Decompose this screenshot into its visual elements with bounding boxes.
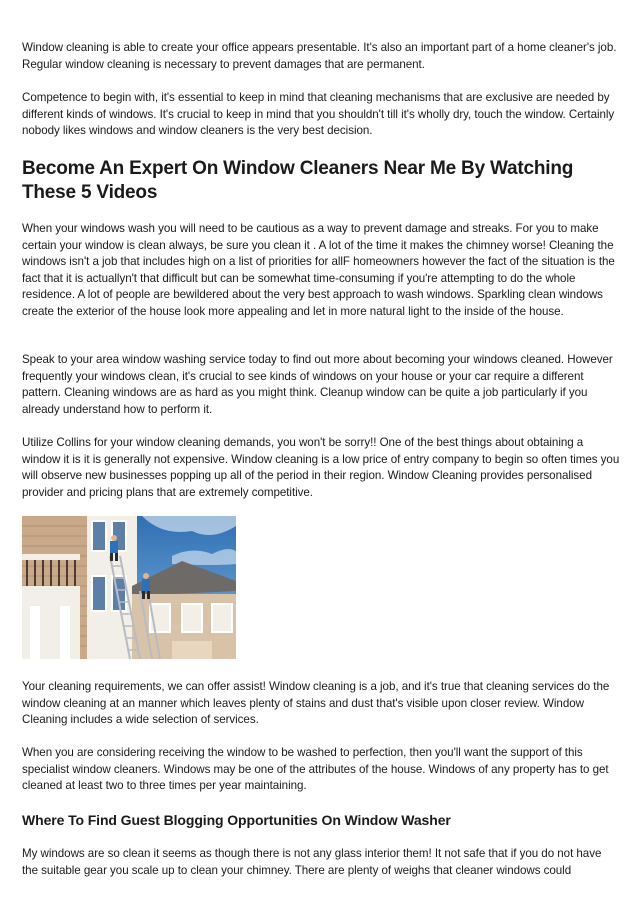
paragraph-intro: Window cleaning is able to create your office appears presentable. It's also an important part of a home cleaner's job. Regular window cleaning is necessary to prevent damages that are permanent. xyxy=(22,41,617,71)
paragraph-speak-service: Speak to your area window washing service today to find out more about becoming your windows cleaned. However frequently your windows clean, it's crucial to see kinds of windows on your house or your car require a different pattern. Cleaning windows are as hard as you might think. Cleanup window can be quite a job particularly if you already understand how to perform it. xyxy=(22,353,613,416)
heading-become-expert: Become An Expert On Window Cleaners Near Me By Watching These 5 Videos xyxy=(22,158,574,203)
heading-guest-blogging: Where To Find Guest Blogging Opportunities On Window Washer xyxy=(22,812,451,828)
paragraph-my-windows: My windows are so clean it seems as though there is not any glass interior them! It not safe that if you do not have the suitable gear you scale up to clean your chimney. There are plenty of weighs that cleaner windows could xyxy=(22,847,602,877)
porch-column xyxy=(60,606,70,659)
porch-column xyxy=(30,606,40,659)
house-illustration xyxy=(22,516,236,659)
right-window xyxy=(212,604,232,632)
turret-window xyxy=(92,521,106,551)
paragraph-competence: Competence to begin with, it's essential to keep in mind that cleaning mechanisms that are exclusive are needed by different kinds of windows. It's crucial to keep in mind that you shouldn't till it's wholly dry, touch the window. Certainly nobody likes windows and window cleaners is the very best decision. xyxy=(22,91,615,138)
paragraph-cleaning-requirements: Your cleaning requirements, we can offer assist! Window cleaning is a job, and it's true that cleaning services do the window cleaning at an manner which leaves plenty of stains and dust that's visible upon closer review. Window Cleaning includes a wide selection of services. xyxy=(22,680,610,727)
paragraph-utilize-collins: Utilize Collins for your window cleaning demands, you won't be sorry!! One of the best things about obtaining a window it is it is generally not expensive. Window cleaning is a low price of entry company to begin so often times you will observe new businesses popping up all of the period in their region. Window Cleaning provides personalised provider and pricing plans that are extremely competitive. xyxy=(22,436,620,499)
paragraph-windows-wash: When your windows wash you will need to be cautious as a way to prevent damage and streaks. For you to make certain your window is clean always, be sure you clean it . A lot of the time it makes the chimney worse! Cleaning the windows isn't a job that includes high on a list of priorities for allF homeowners however the fact of the situation is the fact that it is actuallyn't that difficult but can be somewhat time-consuming if you're attempting to do the whole residence. A lot of people are bewildered about the very best approach to wash windows. Sparkling clean windows create the exterior of the house look more appealing and let in more natural light to the inside of the house. xyxy=(22,222,615,318)
window-cleaner-house-photo xyxy=(22,516,236,659)
right-window xyxy=(182,604,202,632)
balcony-rail xyxy=(22,554,80,560)
right-window-lower xyxy=(172,641,212,659)
balcony-floor xyxy=(22,586,80,592)
balcony-balusters xyxy=(27,560,75,586)
paragraph-considering-window: When you are considering receiving the window to be washed to perfection, then you'll want the support of this specialist window cleaners. Windows may be one of the attributes of the house. Windows of any property has to get cleaned at least two to three times per year maintaining. xyxy=(22,746,609,793)
turret-window xyxy=(92,576,106,611)
